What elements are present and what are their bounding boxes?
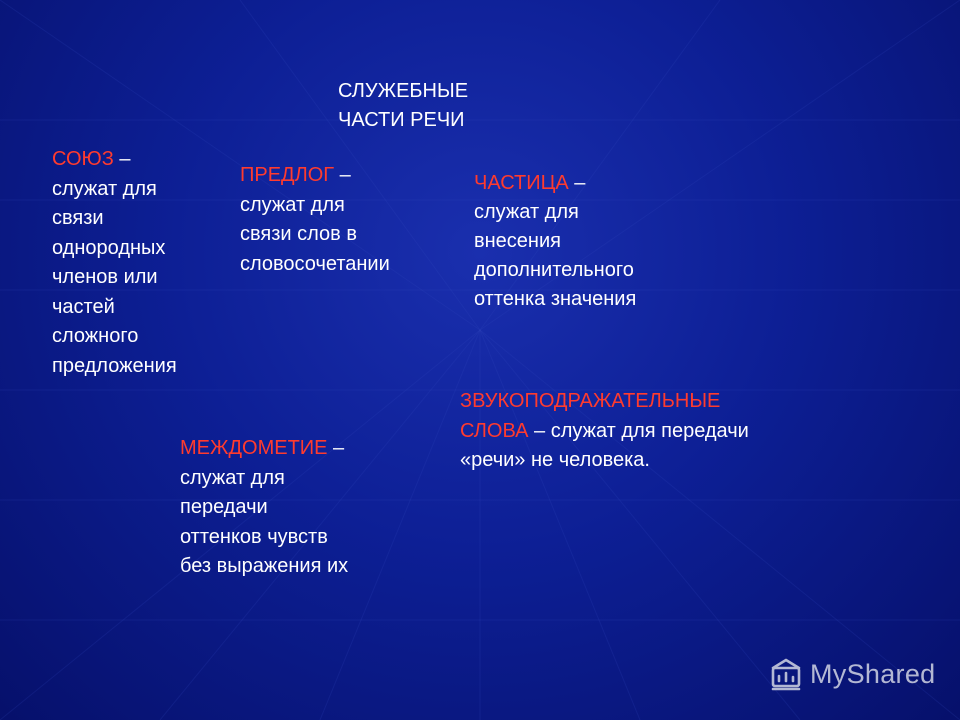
- souz-line-4: членов или: [52, 266, 158, 288]
- mezhd-term: МЕЖДОМЕТИЕ: [180, 437, 328, 459]
- zvuk-term-line-2: СЛОВА: [460, 419, 529, 442]
- watermark: [768, 654, 935, 694]
- predlog-term: ПРЕДЛОГ: [240, 164, 335, 186]
- souz-line-2: связи: [52, 207, 104, 229]
- watermark-text: MyShared: [810, 658, 936, 689]
- mezhd-line-2: передачи: [180, 496, 268, 518]
- souz-line-7: предложения: [52, 354, 177, 377]
- chastica-line-4: оттенка значения: [474, 288, 637, 310]
- zvuk-term-line-1: ЗВУКОПОДРАЖАТЕЛЬНЫЕ: [460, 390, 721, 412]
- slide-title: [338, 77, 468, 135]
- souz-term: СОЮЗ: [52, 148, 114, 170]
- mezhd-dash: –: [327, 437, 345, 459]
- souz-line-6: сложного: [52, 325, 139, 347]
- zvuk-line-3: «речи» не человека.: [460, 449, 650, 471]
- predlog-line-1: служат для: [240, 193, 345, 216]
- title-line-1: СЛУЖЕБНЫЕ: [338, 80, 469, 102]
- chastica-line-3: дополнительного: [474, 259, 634, 281]
- souz-line-3: однородных: [52, 236, 166, 259]
- chastica-dash: –: [568, 172, 586, 194]
- mezhd-block: [180, 434, 410, 582]
- chastica-term: ЧАСТИЦА: [474, 172, 569, 194]
- title-line-2: ЧАСТИ РЕЧИ: [338, 109, 465, 131]
- predlog-dash: –: [334, 164, 351, 186]
- zvuk-block: [460, 387, 820, 476]
- predlog-line-3: словосочетании: [240, 252, 390, 275]
- mezhd-line-3: оттенков чувств: [180, 525, 328, 548]
- predlog-block: [240, 161, 440, 279]
- chastica-block: [474, 169, 704, 314]
- souz-line-5: частей: [52, 295, 115, 318]
- zvuk-rest-line-2: – служат для передачи: [528, 419, 749, 442]
- chastica-line-2: внесения: [474, 230, 561, 252]
- souz-line-1: служат для: [52, 177, 157, 200]
- mezhd-line-4: без выражения их: [180, 555, 349, 577]
- myshared-logo-icon: [768, 656, 804, 692]
- mezhd-line-1: служат для: [180, 466, 285, 489]
- predlog-line-2: связи слов в: [240, 223, 357, 245]
- chastica-line-1: служат для: [474, 201, 579, 223]
- souz-dash: –: [113, 148, 131, 170]
- souz-block: [52, 145, 222, 381]
